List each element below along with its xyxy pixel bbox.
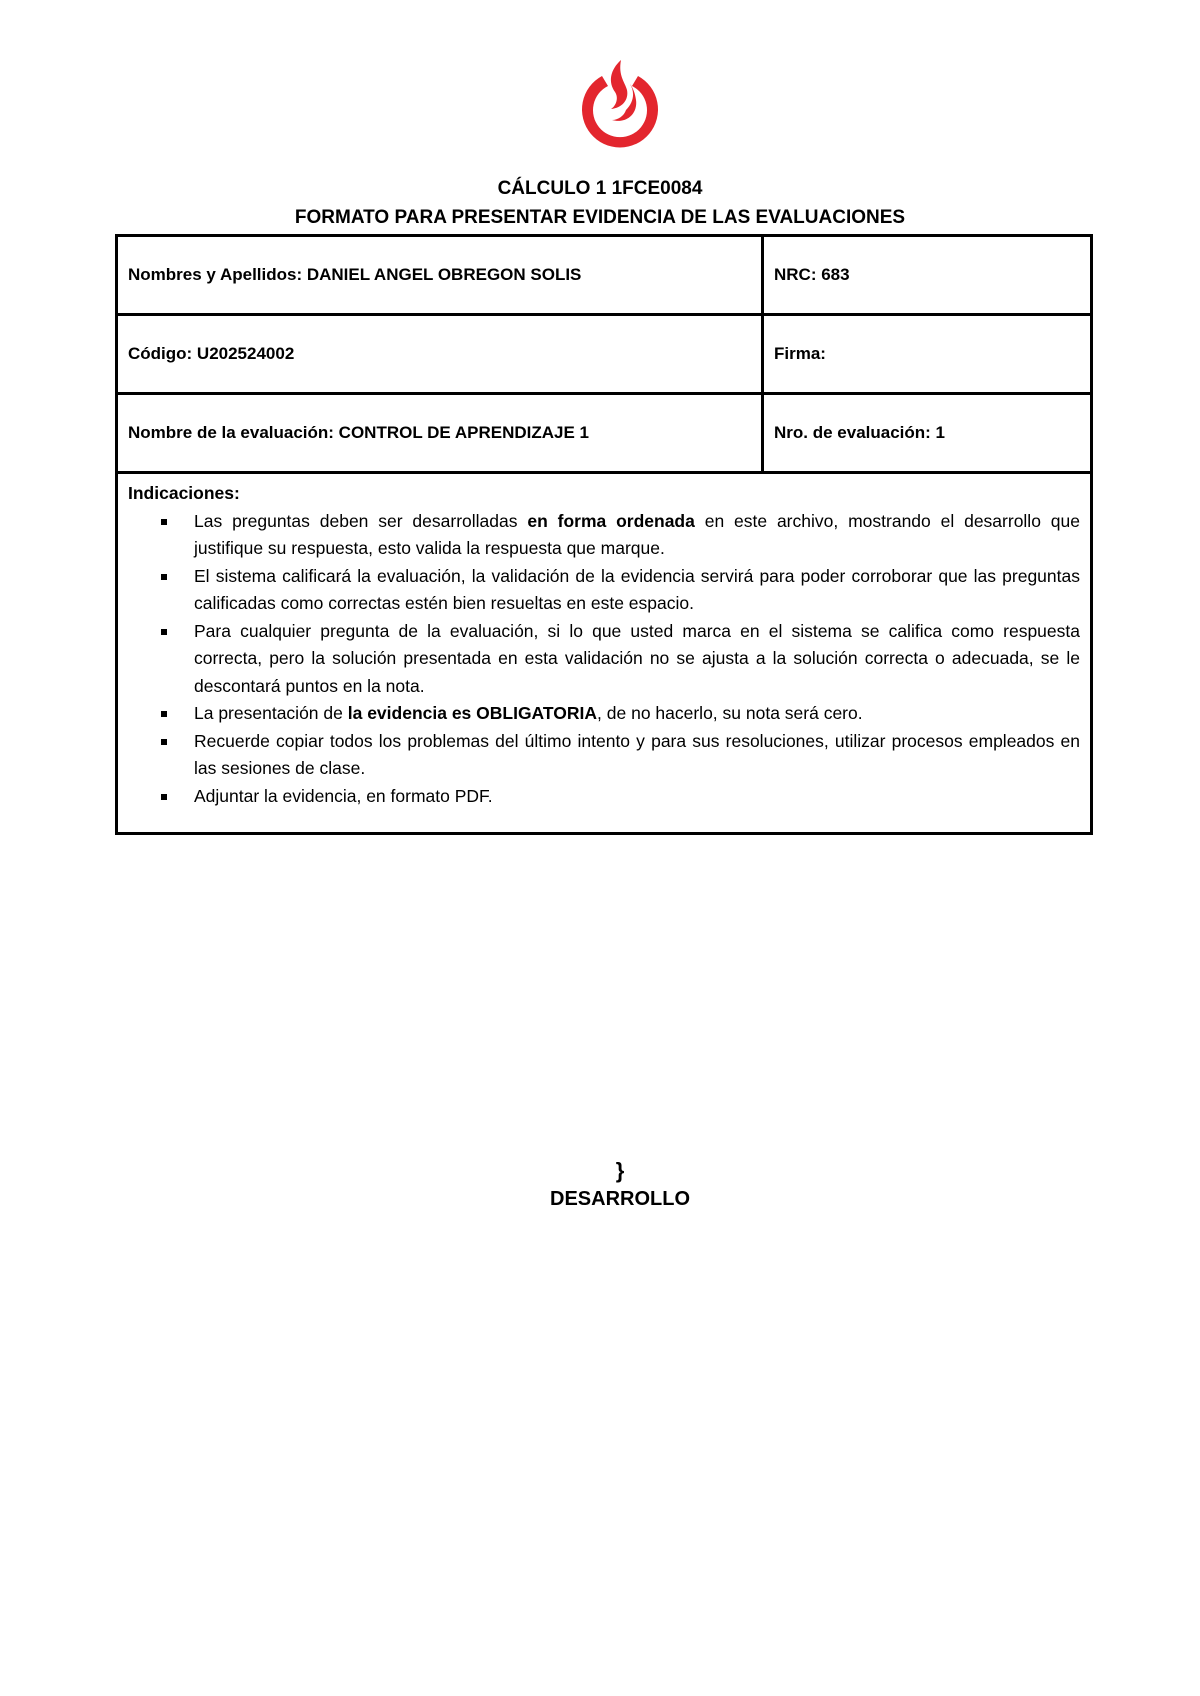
evidence-form-table <box>115 234 1093 835</box>
evaluation-name-cell: Nombre de la evaluación: CONTROL DE APRENDIZAJE 1 <box>118 395 764 471</box>
indication-text: en este archivo, mostrando el desarrollo que justifique su respuesta, esto valida la respuesta que marque. <box>194 510 1080 558</box>
signature-cell: Firma: <box>774 344 826 363</box>
indication-item <box>194 508 1080 563</box>
student-code-cell: Código: U202524002 <box>118 316 764 392</box>
document-subtitle: FORMATO PARA PRESENTAR EVIDENCIA DE LAS EVALUACIONES <box>294 207 906 228</box>
document-header <box>0 174 1200 232</box>
indications-list <box>128 508 1080 811</box>
evaluation-number-cell: Nro. de evaluación: 1 <box>774 423 945 442</box>
form-row-code <box>118 316 1090 395</box>
university-logo-icon <box>572 56 668 152</box>
course-title: CÁLCULO 1 1FCE0084 <box>497 178 703 199</box>
square-bullet-icon <box>161 574 167 580</box>
closing-brace: } <box>615 1158 625 1183</box>
section-title-desarrollo: DESARROLLO <box>550 1188 690 1210</box>
square-bullet-icon <box>161 711 167 717</box>
square-bullet-icon <box>161 519 167 525</box>
indication-text: El sistema calificará la evaluación, la validación de la evidencia servirá para poder corroborar que las preguntas calificadas como correctas estén bien resueltas en este espacio. <box>194 565 1080 613</box>
indication-item <box>194 618 1080 701</box>
form-row-evaluation <box>118 395 1090 474</box>
indications-section <box>118 474 1090 832</box>
indication-text: Recuerde copiar todos los problemas del último intento y para sus resoluciones, utilizar procesos empleados en las sesiones de clase. <box>194 730 1080 778</box>
indications-heading: Indicaciones: <box>128 483 240 503</box>
student-name-cell: Nombres y Apellidos: DANIEL ANGEL OBREGON SOLIS <box>118 237 764 313</box>
indication-item <box>194 783 1080 811</box>
indication-emphasis: en forma ordenada <box>527 510 695 531</box>
form-row-student <box>118 237 1090 316</box>
indication-item <box>194 728 1080 783</box>
indication-text: La presentación de <box>194 703 348 723</box>
indication-item <box>194 700 1080 728</box>
indication-text: Las preguntas deben ser desarrolladas <box>194 510 528 531</box>
indication-emphasis: la evidencia es OBLIGATORIA <box>347 703 598 723</box>
indication-item <box>194 563 1080 618</box>
indication-text: Para cualquier pregunta de la evaluación, si lo que usted marca en el sistema se califica como respuesta correcta, pero la solución presentada en esta validación no se ajusta a la solución correcta o adecuada, se le descontará puntos en la nota. <box>194 620 1080 696</box>
indication-text: , de no hacerlo, su nota será cero. <box>597 703 863 723</box>
square-bullet-icon <box>161 794 167 800</box>
indication-text: Adjuntar la evidencia, en formato PDF. <box>194 785 493 806</box>
square-bullet-icon <box>161 739 167 745</box>
nrc-cell: NRC: 683 <box>774 265 850 284</box>
square-bullet-icon <box>161 629 167 635</box>
